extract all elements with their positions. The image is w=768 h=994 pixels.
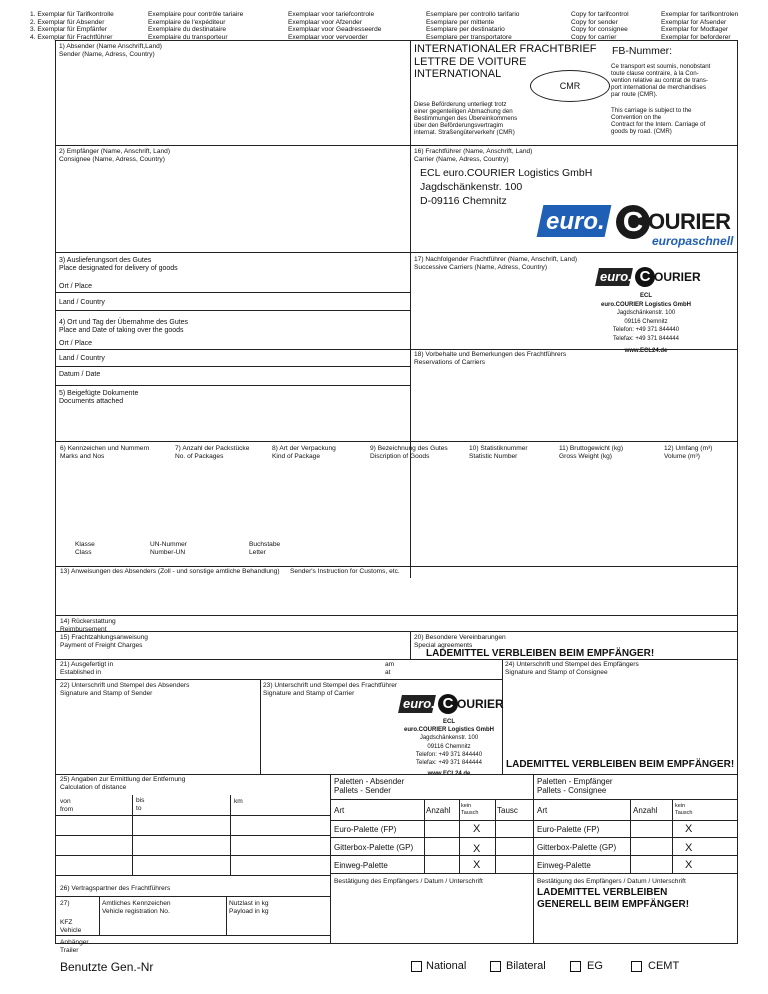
divider <box>260 679 261 774</box>
divider <box>410 631 411 659</box>
col-anzahl-2: Anzahl <box>633 806 658 815</box>
pallets-sender-label: Paletten - Absender Pallets - Sender <box>334 777 405 795</box>
divider <box>55 815 330 816</box>
pallet-row-mark[interactable]: X <box>685 823 693 835</box>
stamp-line: euro.COURIER Logistics GmbH <box>600 301 691 308</box>
stamp-line: Telefax: +49 371 844444 <box>416 760 482 767</box>
logo-euro-text: euro. <box>403 696 435 711</box>
stamp-line: Jagdschänkenstr. 100 <box>616 310 676 317</box>
stamp-line: euro.COURIER Logistics GmbH <box>403 727 494 734</box>
checkbox-cemt-label: CEMT <box>648 960 680 972</box>
pallets-consignee-label: Paletten - Empfänger Pallets - Consignee <box>537 777 613 795</box>
trailer-label: Anhänger Trailer <box>60 939 89 954</box>
divider <box>330 820 738 821</box>
instructions-field[interactable] <box>56 578 736 614</box>
pallet-row-mark[interactable]: X <box>473 843 481 855</box>
lademittel-generell: LADEMITTEL VERBLEIBEN GENERELL BEIM EMPFÄNGER! <box>537 887 690 910</box>
col-packages: 7) Anzahl der Packstücke No. of Packages <box>175 445 250 460</box>
divider <box>55 935 330 936</box>
logo-courier-text: OURIER <box>648 209 731 234</box>
divider <box>672 799 673 873</box>
field-16-label: 16) Frachtführer (Name, Anschrift, Land) Carrier (Name, Adress, Country) <box>414 148 533 163</box>
divider <box>55 566 738 567</box>
col-art-2: Art <box>537 806 548 815</box>
col-description: 9) Bezeichnung des Gutes Discription of Goods <box>370 445 448 460</box>
goods-area[interactable] <box>56 462 736 540</box>
pallet-row-label: Einweg-Palette <box>537 861 591 870</box>
stamp-line: ECL <box>443 719 455 725</box>
divider <box>55 855 330 856</box>
fb-number-label: FB-Nummer: <box>612 45 673 57</box>
field-26-label: 26) Vertragspartner des Frachtführers <box>60 885 171 892</box>
vehicle-reg-label: Amtliches Kennzeichen Vehicle registration No. <box>102 900 171 915</box>
divider <box>330 873 738 874</box>
field-2-label: 2) Empfänger (Name, Anschrift, Land) Consignee (Name, Adress, Country) <box>59 148 171 163</box>
checkbox-national[interactable] <box>411 961 422 972</box>
divider <box>55 366 410 367</box>
logo-c-circle: C <box>438 694 458 714</box>
divider <box>99 896 100 936</box>
payload-label: Nutzlast in kg Payload in kg <box>229 900 269 915</box>
stamp-line: Telefon: +49 371 844440 <box>415 751 483 758</box>
divider <box>55 875 330 876</box>
carrier-city: D-09116 Chemnitz <box>420 195 507 207</box>
un-number-label: UN-Nummer Number-UN <box>150 541 187 556</box>
field-4-label: 4) Ort und Tag der Übernahme des Gutes Place and Date of taking over the goods <box>59 319 189 334</box>
field-24-label: 24) Unterschrift und Stempel des Empfängers Signature and Stamp of Consignee <box>505 661 639 676</box>
confirmation-label: Bestätigung des Empfängers / Datum / Unterschrift <box>334 878 483 885</box>
field-14-label: 14) Rückerstattung Reimbursement <box>60 618 116 633</box>
from-label: von from <box>60 798 74 813</box>
french-note: Ce transport est soumis, nonobstant toute clause contraire, à la Con- vention relative au contrat de trans- port international de merchandises par route (CMR). <box>611 63 711 98</box>
field-1-label: 1) Absender (Name Anschrift,Land) Sender (Name, Adress, Country) <box>59 43 162 58</box>
logo-subtitle: europaschnell <box>652 234 734 248</box>
divider <box>55 441 738 442</box>
copies-de: 1. Exemplar für Tarifkontrolle 2. Exemplar für Absender 3. Exemplar für Empfänfer 4. Exemplar für Frachtführer <box>30 11 114 41</box>
checkbox-national-label: National <box>426 960 467 972</box>
document-title: INTERNATIONALER FRACHTBRIEF LETTRE DE VOITURE INTERNATIONAL <box>414 43 597 80</box>
col-tausch: Tausc <box>497 806 518 815</box>
copies-en: Copy for tarifcontrol Copy for sender Copy for consignee Copy for carrier <box>571 11 629 41</box>
field-18-label: 18) Vorbehalte und Bemerkungen des Frachtführers Reservations of Carriers <box>414 351 567 366</box>
pallet-row-label: Einweg-Palette <box>334 861 388 870</box>
cmr-label: CMR <box>559 81 581 91</box>
col-statistic: 10) Statistiknummer Statistic Number <box>469 445 528 460</box>
country-label: Land / Country <box>59 299 105 306</box>
field-25-label: 25) Angaben zur Ermittlung der Entfernung Calculation of distance <box>60 776 186 791</box>
pallet-row-mark[interactable]: X <box>685 859 693 871</box>
to-label: bis to <box>136 797 145 812</box>
stamp-line: Jagdschänkenstr. 100 <box>419 735 479 742</box>
checkbox-bilateral-label: Bilateral <box>506 960 546 972</box>
divider <box>55 679 502 680</box>
stamp-line: Telefon: +49 371 844440 <box>612 327 680 334</box>
field-13-en: Sender's Instruction for Customs, etc. <box>290 568 400 575</box>
divider <box>495 799 496 873</box>
divider <box>55 310 410 311</box>
divider <box>330 837 738 838</box>
divider <box>55 835 330 836</box>
field-3-label: 3) Auslieferungsort des Gutes Place designated for delivery of goods <box>59 257 178 272</box>
at-label: am at <box>385 661 395 676</box>
small-logo <box>597 266 701 290</box>
col-weight: 11) Bruttogewicht (kg) Gross Weight (kg) <box>559 445 624 460</box>
vehicle-label: KFZ Vehicle <box>60 919 82 934</box>
col-anzahl: Anzahl <box>426 806 451 815</box>
divider <box>55 292 410 293</box>
stamp-line: 09116 Chemnitz <box>624 318 668 325</box>
col-kein-tausch: kein Tausch <box>461 803 479 816</box>
divider <box>630 799 631 873</box>
divider <box>55 659 738 660</box>
carrier-address <box>420 166 592 208</box>
pallet-row-mark[interactable]: X <box>685 842 693 854</box>
small-logo <box>400 693 504 717</box>
logo-euro-text: euro. <box>600 269 632 284</box>
logo-courier-text: OURIER <box>457 697 504 711</box>
logo-c-circle: C <box>616 205 650 239</box>
sender-field[interactable] <box>56 52 408 144</box>
place-label: Ort / Place <box>59 283 93 290</box>
pallet-row-mark[interactable]: X <box>473 823 481 835</box>
cmr-badge <box>530 70 610 102</box>
col-art: Art <box>334 806 345 815</box>
divider <box>330 855 738 856</box>
stamp-line: ECL <box>640 293 652 299</box>
lademittel-note: LADEMITTEL VERBLEIBEN BEIM EMPFÄNGER! <box>426 648 655 659</box>
divider <box>55 349 738 350</box>
carrier-stamp <box>391 718 507 778</box>
logo-euro-text: euro. <box>546 208 605 235</box>
carrier-name: ECL euro.COURIER Logistics GmbH <box>420 167 593 179</box>
copies-fr: Exemplaire pour contrôle tariaire Exemplaire de l'expéditeur Exemplaire du destinataire Exemplaire du transporteur <box>148 11 244 41</box>
pallet-row-label: Gitterbox-Palette (GP) <box>537 843 617 852</box>
carrier-stamp <box>588 292 704 355</box>
field-17-label: 17) Nachfolgender Frachtführer (Name, Anschrift, Land) Successive Carriers (Name, Adress, Country) <box>414 256 578 271</box>
checkbox-cemt[interactable] <box>631 961 642 972</box>
stamp-line: Telefax: +49 371 844444 <box>613 335 679 342</box>
letter-label: Buchstabe Letter <box>249 541 281 556</box>
checkbox-eg-label: EG <box>587 960 603 972</box>
field-22-label: 22) Unterschrift und Stempel des Absenders Signature and Stamp of Sender <box>60 682 190 697</box>
divider <box>55 615 738 616</box>
divider <box>55 145 738 146</box>
field-15-label: 15) Frachtzahlungsanweisung Payment of Freight Charges <box>60 634 148 649</box>
class-label: Klasse Class <box>75 541 95 556</box>
german-note: Diese Beförderung unterliegt trotz einer gegenteiligen Abmachung den Bestimmungen des Übereinkommens über den Beförderungsvertragim internat. Straßengüterverkehr (CMR) <box>414 101 518 136</box>
country-label: Land / Country <box>59 355 105 362</box>
pallet-row-label: Gitterbox-Palette (GP) <box>334 843 414 852</box>
field-23-label: 23) Unterschrift und Stempel des Frachtführer Signature and Stamp of Carrier <box>263 682 398 697</box>
pallet-row-label: Euro-Palette (FP) <box>537 825 600 834</box>
date-label: Datum / Date <box>59 371 101 378</box>
col-marks: 6) Kennzeichen und Nummern Marks and Nos <box>60 445 150 460</box>
consignee-field[interactable] <box>56 164 408 251</box>
stamp-line: www.ECL24.de <box>624 347 668 354</box>
field-20-label: 20) Besondere Vereinbarungen Special agreements <box>414 634 506 649</box>
col-volume: 12) Umfang (m³) Volume (m³) <box>664 445 713 460</box>
confirmation-label-2: Bestätigung des Empfängers / Datum / Unterschrift <box>537 878 686 885</box>
stamp-line: 09116 Chemnitz <box>427 743 471 750</box>
checkbox-bilateral[interactable] <box>490 961 501 972</box>
col-kind: 8) Art der Verpackung Kind of Package <box>272 445 336 460</box>
logo-courier-text: OURIER <box>654 270 701 284</box>
field-13-label: 13) Anweisungen des Absenders (Zoll - und sonstige amtliche Behandlung) <box>60 568 280 575</box>
field-5-label: 5) Beigefügte Dokumente Documents attached <box>59 390 139 405</box>
lademittel-note-2: LADEMITTEL VERBLEIBEN BEIM EMPFÄNGER! <box>506 759 735 770</box>
euro-courier-logo <box>540 205 738 251</box>
carrier-street: Jagdschänkenstr. 100 <box>420 181 523 193</box>
gen-nr-label: Benutzte Gen.-Nr <box>60 960 154 974</box>
place-label: Ort / Place <box>59 340 93 347</box>
divider <box>55 896 330 897</box>
km-label: km <box>234 798 243 805</box>
divider <box>459 799 460 873</box>
divider <box>424 799 425 873</box>
divider <box>55 252 738 253</box>
stamp-line: www.ECL24.de <box>427 771 471 778</box>
pallet-row-mark[interactable]: X <box>473 859 481 871</box>
field-27-label: 27) <box>60 900 70 907</box>
english-note: This carriage is subject to the Convention on the Contract for the Intern. Carriage of goods by road. (CMR) <box>611 107 706 135</box>
logo-c-circle: C <box>635 267 655 287</box>
field-21-label: 21) Ausgefertigt in Established in <box>60 661 114 676</box>
copies-nl: Exemplaar voor tariefcontrole Exemplaar voor Afzender Exemplaar voor Geadresseerde Exemplaar voor vervoerder <box>288 11 382 41</box>
col-kein-tausch-2: kein Tausch <box>675 803 693 816</box>
copies-it: Esemplare per controllo tarifario Esemplare per mittente Esemplare per destinatario Esemplare per transportatore <box>426 11 520 41</box>
divider <box>226 896 227 936</box>
divider <box>55 774 738 775</box>
pallet-row-label: Euro-Palette (FP) <box>334 825 397 834</box>
divider <box>55 631 738 632</box>
divider <box>330 799 738 800</box>
copies-dk: Exemplar for tarifkontrolen Exemplar for Afsender Exemplar for Modtager Exemplar for beforderer <box>661 11 739 41</box>
checkbox-eg[interactable] <box>570 961 581 972</box>
divider <box>55 385 410 386</box>
